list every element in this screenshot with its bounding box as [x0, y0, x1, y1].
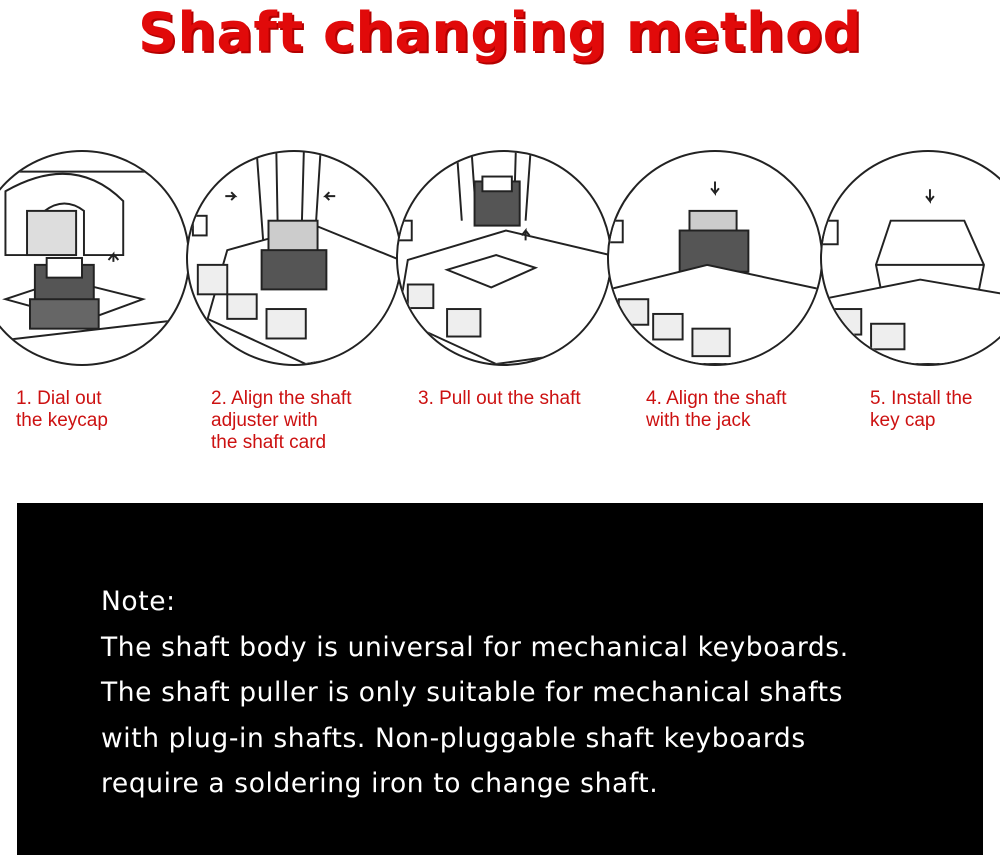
note-text: [101, 579, 961, 807]
step-4-illustration: [607, 150, 823, 366]
step-2-caption: 2. Align the shaft adjuster with the shaft card: [211, 388, 352, 453]
note-line-2: The shaft puller is only suitable for mechanical shafts: [101, 677, 844, 708]
step-2-illustration: [186, 150, 402, 366]
step-3-caption: 3. Pull out the shaft: [418, 388, 581, 409]
step-4-caption: 4. Align the shaft with the jack: [646, 388, 787, 431]
step-5-illustration: [820, 150, 1000, 366]
step-3-illustration: [396, 150, 612, 366]
step-1-caption: 1. Dial out the keycap: [16, 388, 108, 431]
page-title: Shaft changing method: [138, 1, 862, 64]
note-line-3: with plug-in shafts. Non-pluggable shaft keyboards: [101, 722, 806, 754]
note-panel: [17, 503, 983, 855]
note-line-4: require a soldering iron to change shaft.: [101, 768, 659, 799]
step-5-caption: 5. Install the key cap: [870, 388, 973, 431]
note-line-1: The shaft body is universal for mechanical keyboards.: [101, 631, 849, 663]
step-1-illustration: [0, 150, 190, 366]
note-heading: Note:: [101, 586, 176, 617]
